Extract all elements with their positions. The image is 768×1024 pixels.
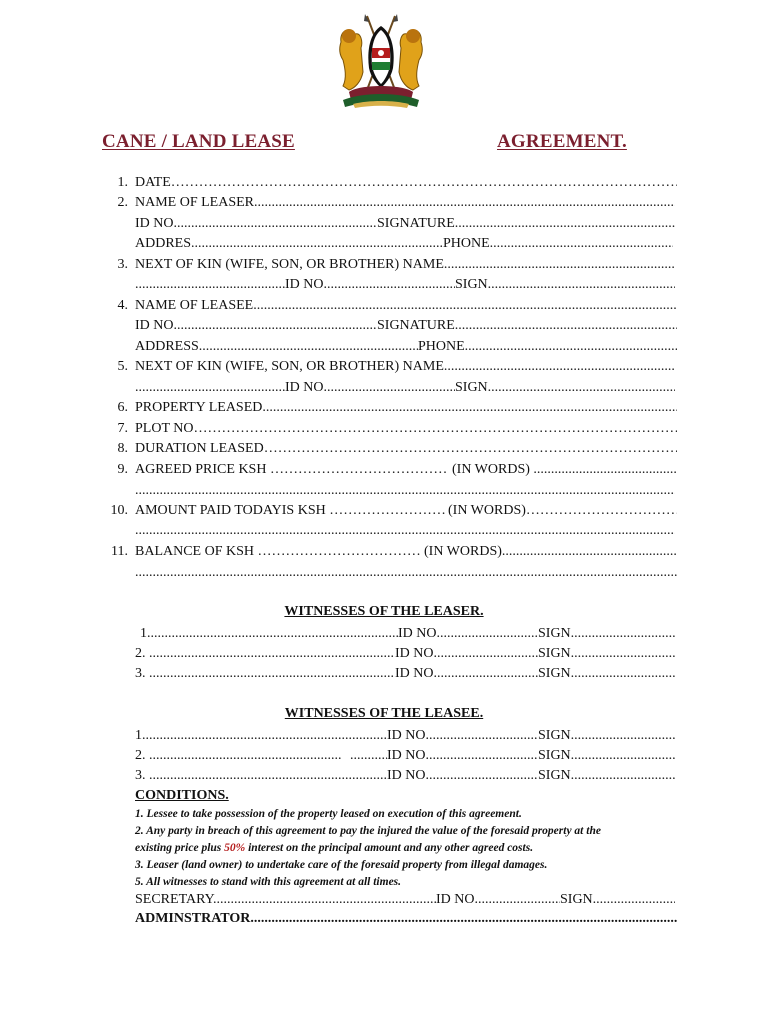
id-label: ID NO [135, 216, 174, 231]
agreed-price-cont-row [0, 481, 768, 501]
id-label: ID NO [387, 768, 426, 783]
balance-row [0, 542, 768, 562]
in-words-label: (IN WORDS) [424, 544, 502, 559]
administrator-label: ADMINSTRATOR [135, 911, 251, 926]
id-label: ID NO [398, 626, 437, 641]
witness-number: 3. [135, 666, 146, 681]
leasee-witness-name-cont-field[interactable] [350, 746, 387, 766]
leasee-phone-field[interactable] [418, 337, 677, 357]
address-label: ADDRESS [135, 339, 199, 354]
id-label: ID NO [395, 666, 434, 681]
balance-words-cont-field[interactable] [135, 563, 677, 583]
leasee-witness-row [0, 726, 768, 746]
sign-label: SIGN [538, 646, 571, 661]
leasee-witness-sign-field[interactable] [538, 726, 675, 746]
id-label: ID NO [436, 892, 475, 907]
leaser-witness-id-field[interactable] [395, 664, 538, 684]
leaser-name-row [0, 193, 768, 213]
date-row [0, 173, 768, 193]
sign-label: SIGN [538, 728, 571, 743]
id-label: ID NO [395, 646, 434, 661]
id-label: ID NO [285, 380, 324, 395]
kin-label: NEXT OF KIN (WIFE, SON, OR BROTHER) NAME [135, 359, 444, 374]
leasee-kin-id-row [0, 378, 768, 398]
leasee-kin-row [0, 357, 768, 377]
leasee-name-field[interactable] [135, 296, 677, 316]
leaser-kin-name-field[interactable] [135, 255, 675, 275]
item-number: 2. [117, 195, 128, 210]
sign-label: SIGN [538, 626, 571, 641]
leasee-witness-name-field[interactable] [135, 766, 387, 786]
amount-paid-words-field[interactable] [448, 501, 677, 521]
balance-field[interactable] [135, 542, 421, 562]
condition-2-cont [135, 840, 695, 856]
secretary-id-field[interactable] [436, 890, 560, 910]
witness-number: 3. [135, 768, 146, 783]
leasee-address-field[interactable] [135, 337, 418, 357]
id-label: ID NO [285, 277, 324, 292]
leaser-name-field[interactable] [135, 193, 675, 213]
item-number: 8. [117, 441, 128, 456]
leaser-witness-name-field[interactable] [135, 664, 395, 684]
leasee-signature-field[interactable] [377, 316, 677, 336]
plot-label: PLOT NO [135, 421, 194, 436]
amount-paid-cont-row [0, 521, 768, 541]
date-field[interactable] [135, 173, 677, 193]
item-number: 4. [117, 298, 128, 313]
administrator-row [0, 909, 768, 929]
item-number: 7. [117, 421, 128, 436]
duration-field[interactable] [135, 439, 677, 459]
leaser-witness-id-field[interactable] [395, 644, 538, 664]
condition-5: 5. All witnesses to stand with this agreement at all times. [135, 876, 402, 888]
kin-label: NEXT OF KIN (WIFE, SON, OR BROTHER) NAME [135, 257, 444, 272]
sign-label: SIGN [538, 768, 571, 783]
leasee-kin-sign-field[interactable] [455, 378, 675, 398]
sign-label: SIGN [455, 277, 488, 292]
amount-paid-row [0, 501, 768, 521]
leaser-id-field[interactable] [135, 214, 377, 234]
condition-1: 1. Lessee to take possession of the property leased on execution of this agreement. [135, 808, 522, 820]
item-number: 3. [117, 257, 128, 272]
leaser-witnesses-heading: WITNESSES OF THE LEASER. [284, 604, 484, 619]
amount-paid-words-cont-field[interactable] [135, 521, 675, 541]
item-number: 11. [111, 544, 128, 559]
administrator-field[interactable] [135, 909, 677, 929]
id-label: ID NO [387, 748, 426, 763]
property-row [0, 398, 768, 418]
leaser-signature-field[interactable] [377, 214, 675, 234]
duration-label: DURATION LEASED [135, 441, 264, 456]
leasee-witness-name-field[interactable] [135, 726, 387, 746]
id-label: ID NO [387, 728, 426, 743]
sign-label: SIGN [538, 748, 571, 763]
signature-label: SIGNATURE [377, 318, 455, 333]
agreed-price-label: AGREED PRICE KSH [135, 462, 267, 477]
leaser-kin-id-row [0, 275, 768, 295]
leasee-witness-sign-field[interactable] [538, 746, 675, 766]
leasee-witnesses-heading: WITNESSES OF THE LEASEE. [284, 706, 484, 721]
agreed-price-row [0, 460, 768, 480]
amount-paid-field[interactable] [135, 501, 447, 521]
leasee-id-row [0, 316, 768, 336]
agreed-price-words-cont-field[interactable] [135, 481, 675, 501]
conditions-heading: CONDITIONS. [135, 788, 229, 803]
property-leased-field[interactable] [135, 398, 677, 418]
leasee-name-label: NAME OF LEASEE [135, 298, 254, 313]
secretary-row [0, 890, 768, 910]
leaser-witness-sign-field[interactable] [538, 664, 675, 684]
witness-number: 1 [140, 626, 147, 641]
witness-number: 2. [135, 646, 146, 661]
leaser-kin-name-cont-field[interactable] [135, 275, 285, 295]
leasee-witness-name-field[interactable] [135, 746, 342, 766]
secretary-label: SECRETARY [135, 892, 213, 907]
leasee-name-row [0, 296, 768, 316]
leasee-witness-id-field[interactable] [387, 726, 538, 746]
condition-2: 2. Any party in breach of this agreement to pay the injured the value of the foresaid property at the [135, 825, 601, 837]
leaser-kin-sign-field[interactable] [455, 275, 675, 295]
leasee-witness-sign-field[interactable] [538, 766, 675, 786]
secretary-sign-field[interactable] [560, 890, 675, 910]
amount-paid-label: AMOUNT PAID TODAYIS KSH [135, 503, 326, 518]
item-number: 6. [117, 400, 128, 415]
item-number: 9. [117, 462, 128, 477]
leasee-kin-id-field[interactable] [285, 378, 455, 398]
sign-label: SIGN [538, 666, 571, 681]
condition-2-text: existing price plus [135, 842, 225, 854]
leaser-address-field[interactable] [135, 234, 443, 254]
item-number: 1. [117, 175, 128, 190]
leasee-id-field[interactable] [135, 316, 377, 336]
property-label: PROPERTY LEASED [135, 400, 263, 415]
id-label: ID NO [135, 318, 174, 333]
leasee-witness-id-field[interactable] [387, 766, 538, 786]
in-words-label: (IN WORDS) [448, 503, 526, 518]
leaser-witness-row [0, 644, 768, 664]
leaser-witness-sign-field[interactable] [538, 624, 675, 644]
balance-words-field[interactable] [424, 542, 677, 562]
signature-label: SIGNATURE [377, 216, 455, 231]
leaser-name-label: NAME OF LEASER [135, 195, 255, 210]
leaser-witness-id-field[interactable] [398, 624, 538, 644]
condition-2-text-end: interest on the principal amount and any other agreed costs. [245, 842, 534, 854]
item-number: 10. [110, 503, 128, 518]
phone-label: PHONE [418, 339, 465, 354]
sign-label: SIGN [455, 380, 488, 395]
coat-of-arms-emblem [333, 12, 429, 110]
balance-label: BALANCE OF KSH [135, 544, 255, 559]
leasee-kin-name-field[interactable] [135, 357, 675, 377]
secretary-field[interactable] [135, 890, 436, 910]
plot-no-field[interactable] [135, 419, 677, 439]
leaser-address-row [0, 234, 768, 254]
address-label: ADDRES [135, 236, 192, 251]
leaser-witness-row [0, 664, 768, 684]
balance-cont-row [0, 563, 768, 583]
date-label: DATE [135, 175, 171, 190]
leasee-witness-row [0, 746, 768, 766]
leasee-witness-id-field[interactable] [387, 746, 538, 766]
interest-percentage: 50% [224, 842, 246, 854]
leasee-witness-row [0, 766, 768, 786]
phone-label: PHONE [443, 236, 490, 251]
item-number: 5. [117, 359, 128, 374]
document-title-left: CANE / LAND LEASE [102, 131, 295, 152]
plot-row [0, 419, 768, 439]
leaser-id-row [0, 214, 768, 234]
leaser-witness-row [0, 624, 768, 644]
leasee-address-row [0, 337, 768, 357]
leaser-witness-name-field[interactable] [135, 644, 395, 664]
witness-number: 2. [135, 748, 146, 763]
in-words-label: (IN WORDS) [452, 462, 530, 477]
condition-3: 3. Leaser (land owner) to undertake care of the foresaid property from illegal damages. [135, 859, 548, 871]
leaser-witness-sign-field[interactable] [538, 644, 675, 664]
leaser-kin-id-field[interactable] [285, 275, 455, 295]
leaser-witness-name-field[interactable] [140, 624, 398, 644]
agreed-price-words-field[interactable] [452, 460, 677, 480]
leasee-kin-name-cont-field[interactable] [135, 378, 285, 398]
leaser-kin-row [0, 255, 768, 275]
witness-number: 1 [135, 728, 142, 743]
leaser-phone-field[interactable] [443, 234, 673, 254]
sign-label: SIGN [560, 892, 593, 907]
duration-row [0, 439, 768, 459]
document-title-right: AGREEMENT. [497, 131, 627, 152]
agreed-price-field[interactable] [135, 460, 447, 480]
